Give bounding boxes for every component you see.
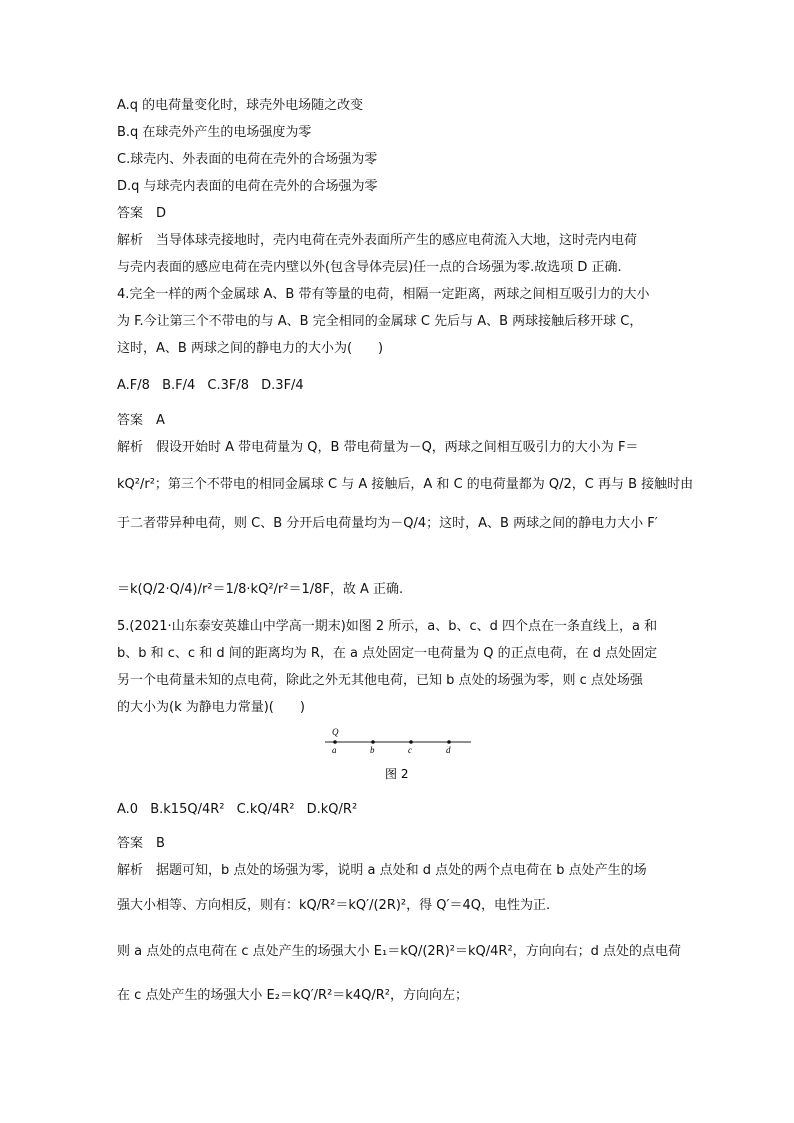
q3-answer: 答案 D: [117, 206, 167, 221]
q5-analysis-line3: 则 a 点处的点电荷在 c 点处产生的场强大小 E₁＝kQ/(2R)²＝kQ/4R²，方向向右；d 点处的点电荷: [117, 944, 682, 959]
q4-analysis-line2: kQ²/r²；第三个不带电的相同金属球 C 与 A 接触后，A 和 C 的电荷量都为 Q/2，C 再与 B 接触时由: [117, 477, 694, 492]
q5-analysis-line2: 强大小相等、方向相反，则有：kQ/R²＝kQ′/(2R)²，得 Q′＝4Q，电性为正.: [117, 898, 551, 913]
q5-option-d: D.kQ/R²: [306, 802, 358, 817]
q5-analysis-line4: 在 c 点处产生的场强大小 E₂＝kQ′/R²＝k4Q/R²，方向向左；: [117, 988, 468, 1003]
q5-option-b: B.k15Q/4R²: [150, 802, 225, 817]
figure-caption: 图 2: [385, 767, 409, 781]
point-d-label: d: [446, 745, 451, 755]
point-c-dot: [409, 740, 413, 744]
q4-analysis-line4: ＝k(Q/2·Q/4)/r²＝1/8·kQ²/r²＝1/8F，故 A 正确.: [117, 582, 404, 597]
q4-option-b: B.F/4: [162, 378, 196, 393]
q4-option-a: A.F/8: [117, 378, 150, 393]
q4-options: [117, 376, 304, 396]
q3-analysis-line2: 与壳内表面的感应电荷在壳内壁以外(包含导体壳层)任一点的合场强为零.故选项 D 正确.: [117, 260, 622, 275]
q5-option-c: C.kQ/4R²: [236, 802, 295, 817]
q4-answer: 答案 A: [117, 413, 165, 428]
q4-stem-line1: 4.完全一样的两个金属球 A、B 带有等量的电荷，相隔一定距离，两球之间相互吸引力的大小: [117, 287, 650, 302]
figure-2: [325, 726, 475, 790]
point-b-dot: [371, 740, 375, 744]
option-d: D.q 与球壳内表面的电荷在壳外的合场强为零: [117, 179, 378, 194]
point-d-dot: [447, 740, 451, 744]
q5-stem-line4: 的大小为(k 为静电力常量)( ): [117, 700, 305, 715]
q5-options: [117, 800, 357, 820]
point-a-label: a: [332, 745, 337, 755]
q4-stem-line3: 这时，A、B 两球之间的静电力的大小为( ): [117, 341, 384, 356]
q4-analysis-line3: 于二者带异种电荷，则 C、B 分开后电荷量均为－Q/4；这时，A、B 两球之间的静电力大小 F′: [117, 516, 658, 531]
q4-analysis-line1: 解析 假设开始时 A 带电荷量为 Q，B 带电荷量为－Q，两球之间相互吸引力的大小为 F＝: [117, 440, 639, 455]
figure-2-diagram: [325, 726, 475, 786]
charge-label: Q: [332, 727, 339, 737]
q5-analysis-line1: 解析 据题可知，b 点处的场强为零，说明 a 点处和 d 点处的两个点电荷在 b 点处产生的场: [117, 863, 647, 878]
q4-option-c: C.3F/8: [207, 378, 250, 393]
q5-stem-line2: b、b 和 c、c 和 d 间的距离均为 R，在 a 点处固定一电荷量为 Q 的正点电荷，在 d 点处固定: [117, 646, 658, 661]
q5-stem-line3: 另一个电荷量未知的点电荷，除此之外无其他电荷，已知 b 点处的场强为零，则 c 点处场强: [117, 673, 643, 688]
q4-option-d: D.3F/4: [261, 378, 304, 393]
q4-stem-line2: 为 F.今让第三个不带电的与 A、B 完全相同的金属球 C 先后与 A、B 两球接触后移开球 C，: [117, 314, 643, 329]
q3-analysis-line1: 解析 当导体球壳接地时，壳内电荷在壳外表面所产生的感应电荷流入大地，这时壳内电荷: [117, 233, 638, 248]
point-c-label: c: [408, 745, 412, 755]
option-c: C.球壳内、外表面的电荷在壳外的合场强为零: [117, 152, 378, 167]
q5-answer: 答案 B: [117, 836, 165, 851]
point-b-label: b: [370, 745, 375, 755]
point-a-dot: [333, 740, 337, 744]
option-a: A.q 的电荷量变化时，球壳外电场随之改变: [117, 98, 364, 113]
q5-option-a: A.0: [117, 802, 139, 817]
q5-stem-line1: 5.(2021·山东泰安英雄山中学高一期末)如图 2 所示，a、b、c、d 四个点在一条直线上，a 和: [117, 619, 658, 634]
option-b: B.q 在球壳外产生的电场强度为零: [117, 125, 312, 140]
